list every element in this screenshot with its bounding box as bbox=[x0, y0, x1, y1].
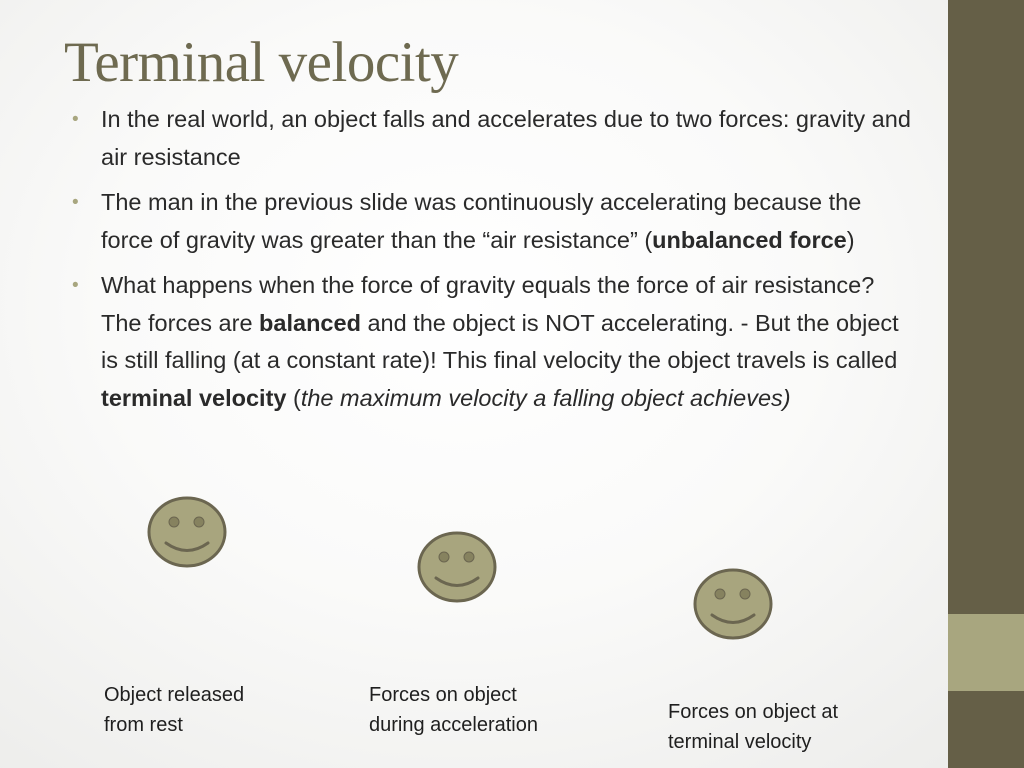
bullet-text-bold: terminal velocity bbox=[101, 384, 287, 411]
smiley-face-icon bbox=[416, 531, 498, 603]
bullet-list bbox=[72, 101, 912, 425]
caption-released-from-rest: Object released from rest bbox=[104, 684, 245, 736]
bullet-text-normal: and the object is NOT accelerating. - But the object is still falling (at a constant rate)! This final velocity the object travels is called bbox=[101, 309, 899, 373]
slide-title: Terminal velocity bbox=[64, 31, 459, 94]
bullet-text-normal: What happens when the force of gravity equals the force of air resistance? The forces are bbox=[101, 272, 875, 336]
smiley-face-icon bbox=[146, 496, 228, 568]
bullet-text-normal: ) bbox=[846, 226, 855, 253]
bullet-item bbox=[72, 184, 912, 259]
sidebar-accent-block bbox=[948, 614, 1024, 691]
bullet-dot-icon: • bbox=[72, 275, 79, 296]
caption-terminal-velocity: Forces on object at terminal velocity bbox=[668, 701, 839, 753]
bullet-text-bold: unbalanced force bbox=[652, 226, 847, 253]
bullet-item bbox=[72, 267, 912, 417]
bullet-text-bold: balanced bbox=[259, 309, 361, 336]
smiley-face-icon bbox=[692, 568, 774, 640]
bullet-text-italic: the maximum velocity a falling object achieves) bbox=[300, 384, 791, 411]
bullet-text-normal: In the real world, an object falls and accelerates due to two forces: gravity and air resistance bbox=[101, 106, 911, 170]
bullet-text-normal: ( bbox=[286, 384, 301, 411]
bullet-dot-icon: • bbox=[72, 192, 79, 213]
bullet-item bbox=[72, 101, 912, 176]
bullet-text-normal: The man in the previous slide was continuously accelerating because the force of gravity was greater than the “air resistance” ( bbox=[101, 189, 862, 253]
bullet-dot-icon: • bbox=[72, 109, 79, 130]
caption-during-acceleration: Forces on object during acceleration bbox=[369, 684, 538, 736]
